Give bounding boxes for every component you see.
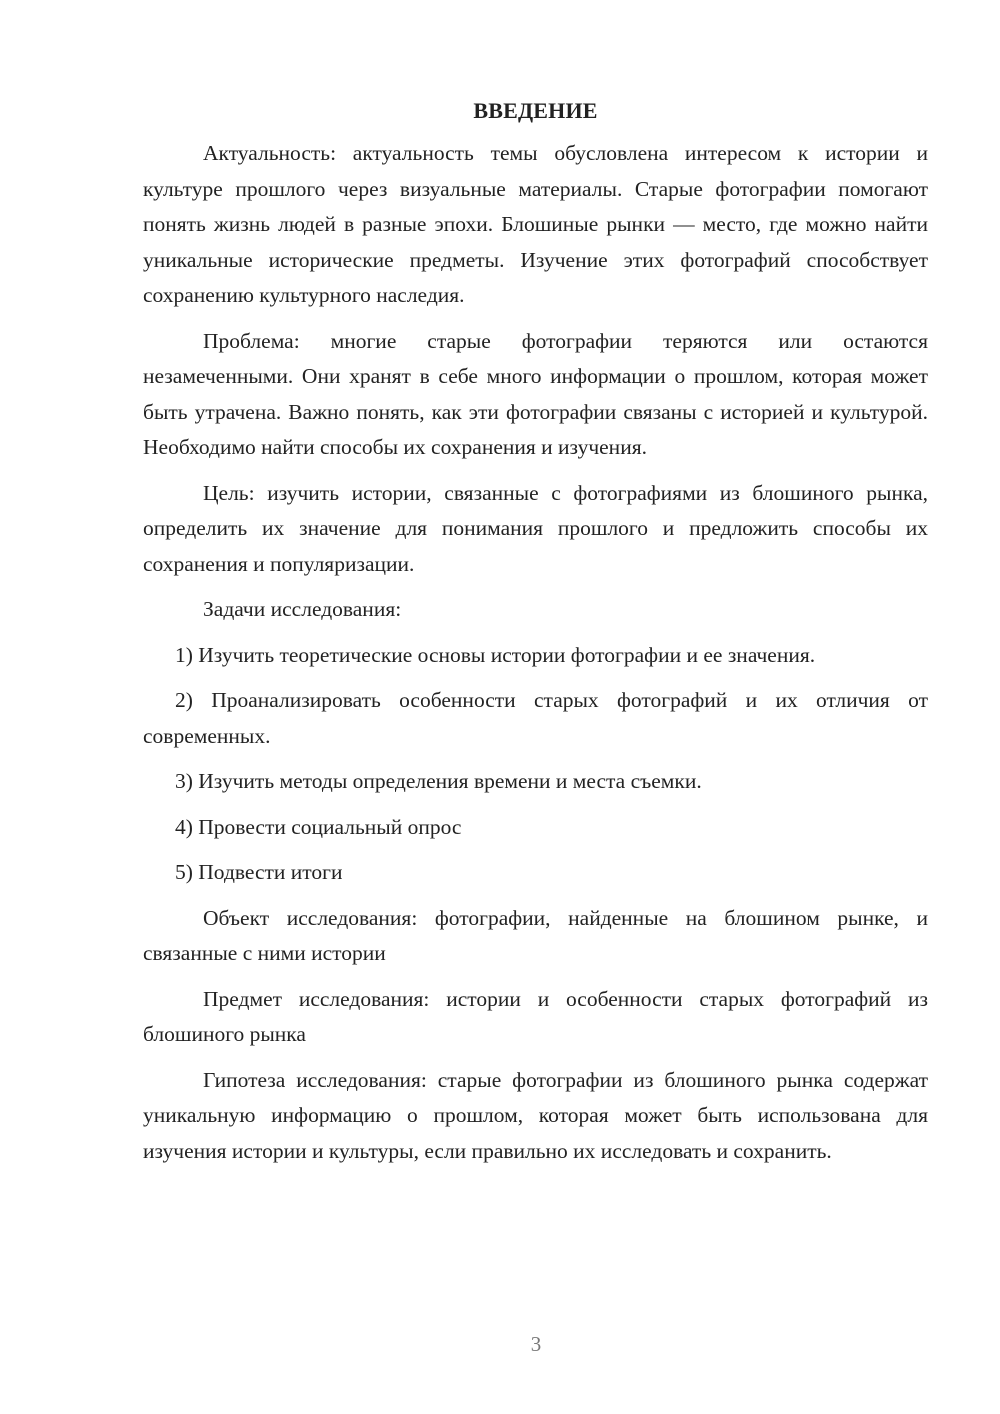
page-title: ВВЕДЕНИЕ bbox=[473, 98, 598, 123]
paragraph-hypothesis: Гипотеза исследования: старые фотографии из блошиного рынка содержат уникальную информацию о прошлом, которая может быть использована для изучения истории и культуры, если правильно их исследовать и сохранить. bbox=[143, 1067, 928, 1163]
page-number: 3 bbox=[530, 1332, 542, 1356]
task-item-5: 5) Подвести итоги bbox=[175, 860, 343, 884]
document-page bbox=[143, 96, 928, 1179]
task-item-2: 2) Проанализировать особенности старых фотографий и их отличия от современных. bbox=[143, 688, 928, 748]
paragraph-problem: Проблема: многие старые фотографии теряются или остаются незамеченными. Они хранят в себе много информации о прошлом, которая может быть утрачена. Важно понять, как эти фотографии связаны с историей и культурой. Необходимо найти способы их сохранения и изучения. bbox=[143, 328, 928, 459]
task-item-4: 4) Провести социальный опрос bbox=[175, 814, 462, 839]
paragraph-relevance: Актуальность: актуальность темы обусловлена интересом к истории и культуре прошлого через визуальные материалы. Старые фотографии помогают понять жизнь людей в разные эпохи. Блошиные рынки — место, где можно найти уникальные исторические предметы. Изучение этих фотографий способствует сохранению культурного наследия. bbox=[143, 141, 928, 307]
paragraph-object: Объект исследования: фотографии, найденные на блошином рынке, и связанные с ними истории bbox=[143, 905, 928, 965]
paragraph-subject: Предмет исследования: истории и особенности старых фотографий из блошиного рынка bbox=[143, 986, 928, 1046]
paragraph-goal: Цель: изучить истории, связанные с фотографиями из блошиного рынка, определить их значение для понимания прошлого и предложить способы их сохранения и популяризации. bbox=[143, 480, 928, 576]
task-item-3: 3) Изучить методы определения времени и места съемки. bbox=[175, 769, 702, 793]
task-item-1: 1) Изучить теоретические основы истории фотографии и ее значения. bbox=[175, 642, 816, 667]
paragraph-tasks-heading: Задачи исследования: bbox=[203, 597, 402, 621]
